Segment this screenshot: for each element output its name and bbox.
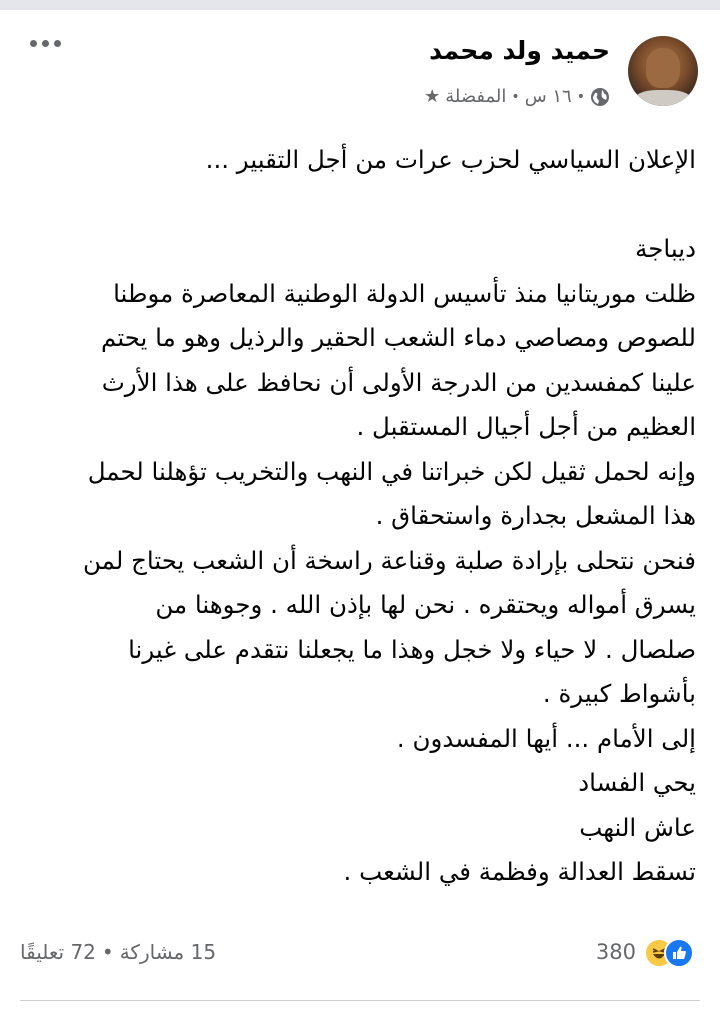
engagement-stats (20, 940, 216, 964)
globe-icon (590, 87, 610, 107)
post-text-line: ظلت موريتانيا منذ تأسيس الدولة الوطنية المعاصرة موطنا (113, 278, 696, 308)
post-time[interactable]: ١٦ س (524, 86, 572, 107)
post-text-line: يحي الفساد (578, 768, 696, 797)
meta-separator-2: • (576, 88, 585, 105)
post-text-line: الإعلان السياسي لحزب عرات من أجل التقبير ... (205, 145, 696, 174)
post-text-line: صلصال . لا حياء ولا خجل وهذا ما يجعلنا نتقدم على غيرنا (128, 634, 696, 664)
post-text-line: العظيم من أجل أجيال المستقبل . (356, 412, 696, 441)
shares-count[interactable]: 15 مشاركة (119, 940, 217, 964)
post-text-line: يسرق أمواله ويحتقره . نحن لها بإذن الله . وجوهنا من (155, 590, 696, 619)
reactions-count[interactable]: 380 (595, 940, 636, 964)
post-text-line: هذا المشعل بجدارة واستحقاق . (375, 501, 696, 530)
audience-label[interactable]: المفضلة (445, 86, 507, 107)
star-icon: ★ (424, 86, 441, 107)
engagement-separator: • (101, 940, 114, 964)
bottom-divider (20, 1000, 700, 1001)
post-text-line: ديباجة (635, 234, 696, 263)
meta-separator: • (511, 88, 520, 105)
post-text-line: تسقط العدالة وفظمة في الشعب . (343, 857, 696, 886)
post-text-line: للصوص ومصاصي دماء الشعب الحقير والرذيل وهو ما يحتم (101, 323, 696, 352)
post-text-line: علينا كمفسدين من الدرجة الأولى أن نحافظ على هذا الأرث (101, 367, 696, 397)
author-name[interactable]: حميد ولد محمد (429, 36, 610, 65)
more-options-icon[interactable] (30, 40, 61, 47)
blank-line (16, 183, 696, 228)
post-text-line: عاش النهب (579, 812, 696, 842)
post-text-line: إلى الأمام ... أيها المفسدون . (396, 723, 696, 753)
post-meta (424, 86, 610, 107)
author-avatar[interactable] (628, 36, 698, 106)
post-body (16, 138, 696, 895)
comments-count[interactable]: 72 تعليقًا (20, 940, 96, 964)
like-reaction-icon (664, 938, 694, 968)
post-text-line: بأشواط كبيرة . (542, 679, 696, 708)
post-text-line: وإنه لحمل ثقيل لكن خبراتنا في النهب والتخريب تؤهلنا لحمل (87, 456, 696, 486)
top-divider (0, 0, 720, 10)
reactions-summary[interactable] (596, 938, 694, 966)
post-text-line: فنحن نتحلى بإرادة صلبة وقناعة راسخة أن الشعب يحتاج لمن (83, 545, 696, 575)
